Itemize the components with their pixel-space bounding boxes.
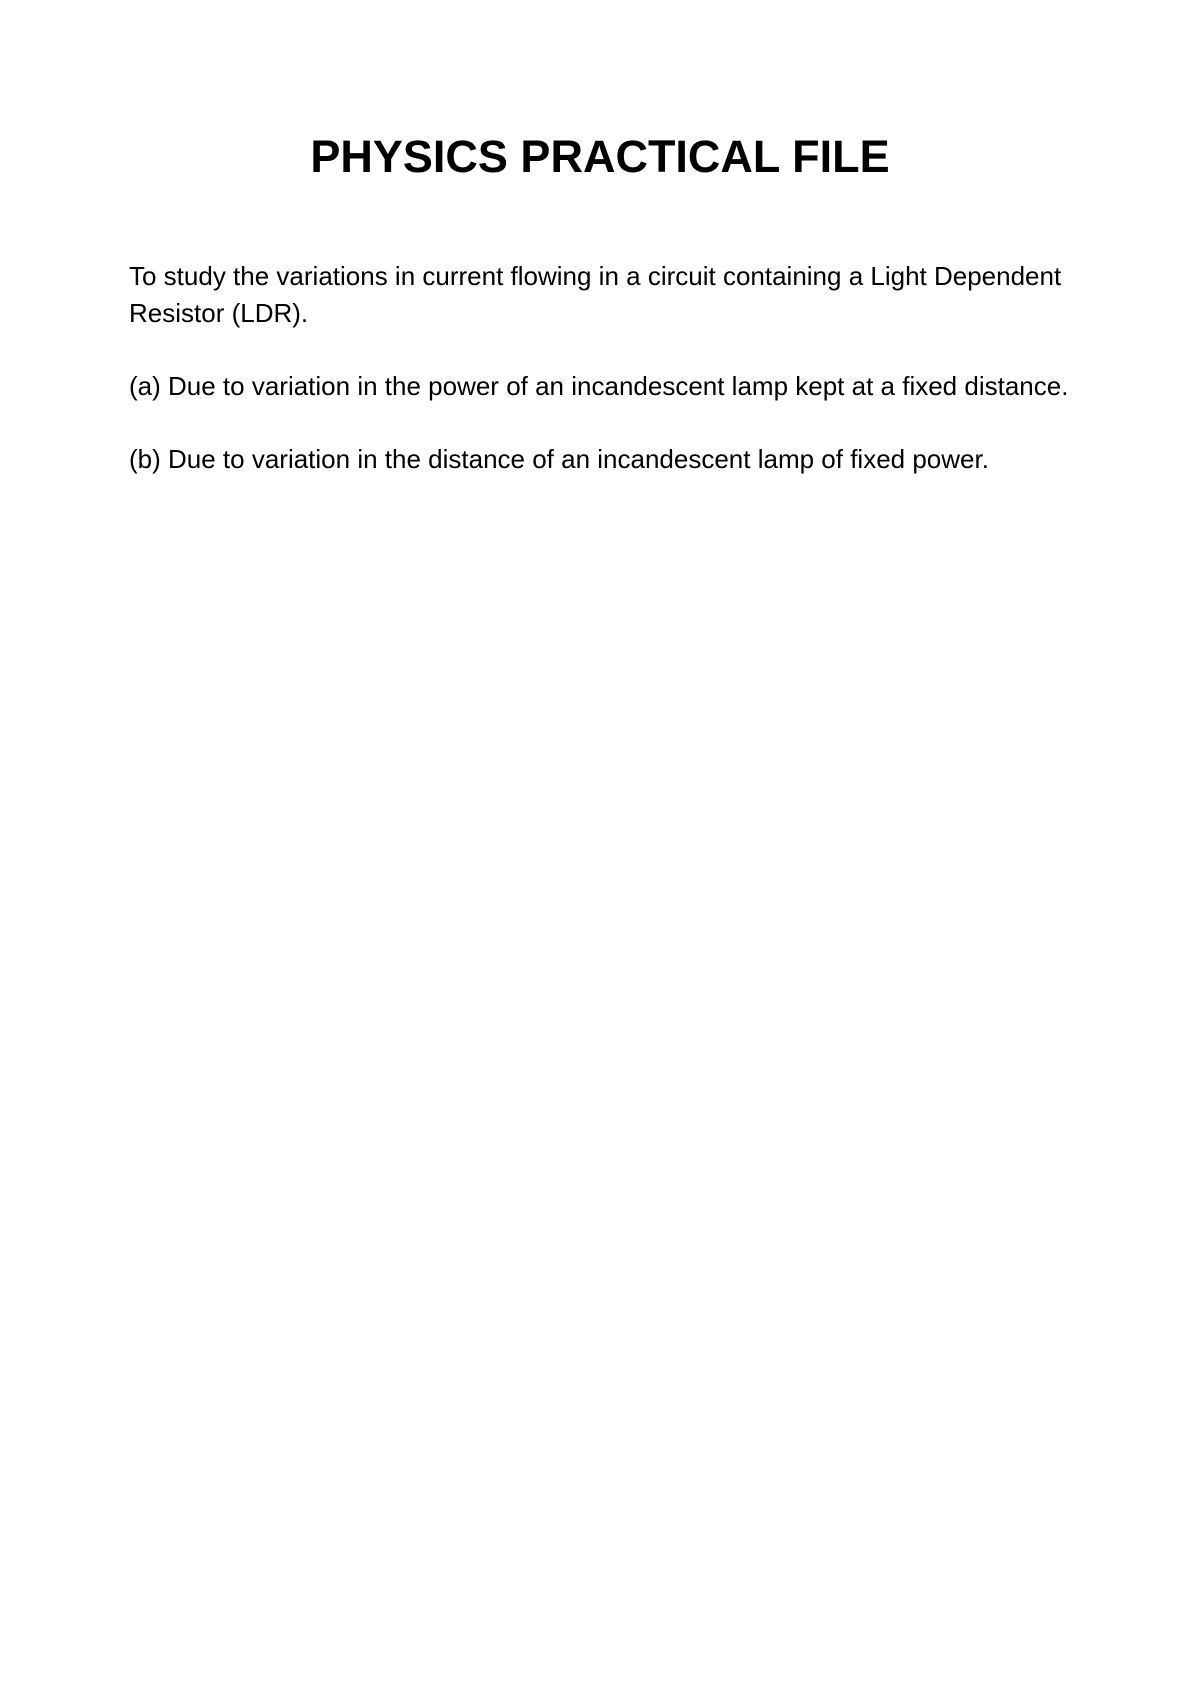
aim-paragraph: To study the variations in current flowing in a circuit containing a Light Dependent Resistor (LDR). bbox=[129, 261, 1062, 328]
document-body bbox=[129, 258, 1079, 514]
part-b-paragraph: (b) Due to variation in the distance of an incandescent lamp of fixed power. bbox=[129, 444, 989, 474]
part-a-paragraph: (a) Due to variation in the power of an incandescent lamp kept at a fixed distance. bbox=[129, 371, 1069, 401]
page-title: PHYSICS PRACTICAL FILE bbox=[310, 131, 890, 182]
